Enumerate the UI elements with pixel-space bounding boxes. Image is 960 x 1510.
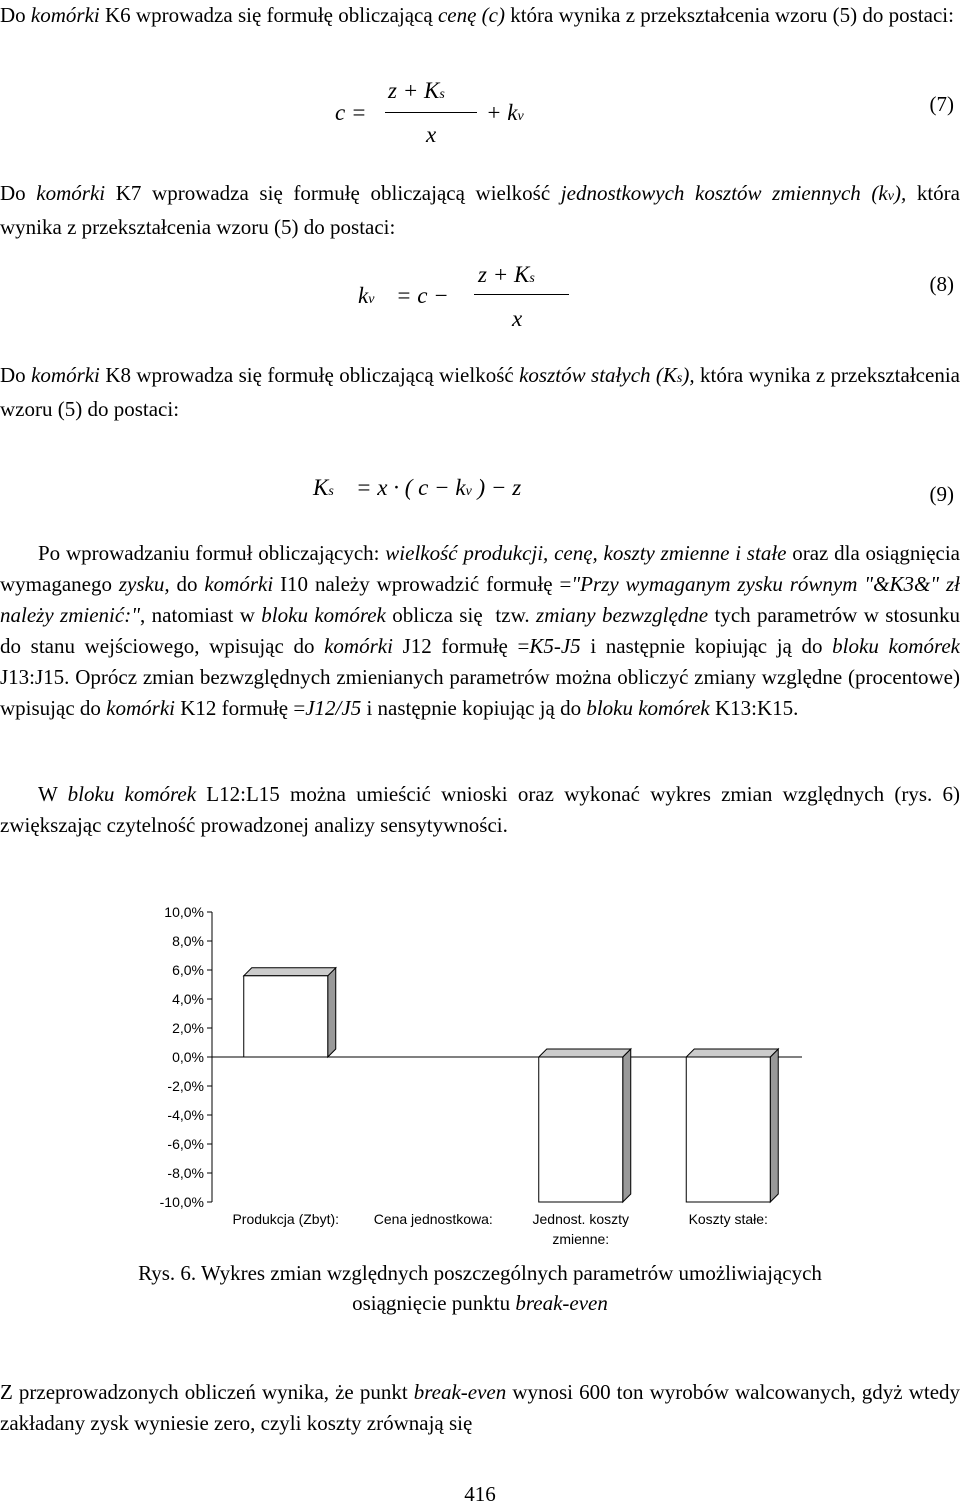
y-tick-label: 2,0% <box>172 1020 204 1036</box>
category-label: zmienne: <box>552 1231 610 1247</box>
p3-text: Do komórki K8 wprowadza się formułę obliczającą wielkość kosztów stałych (Ks), która wynika z przekształcenia wzoru (5) do postaci: <box>0 363 960 421</box>
paragraph-3 <box>0 360 960 425</box>
bar-top <box>244 968 336 976</box>
figure-caption <box>0 1258 960 1318</box>
p6-text: Z przeprowadzonych obliczeń wynika, że punkt break-even wynosi 600 ton wyrobów walcowanych, gdyż wtedy zakładany zysk wyniesie zero, czyli koszty zrównają się <box>0 1380 960 1435</box>
bar <box>244 976 328 1057</box>
y-tick-label: -6,0% <box>167 1136 204 1152</box>
eq9-rhs: = x · ( c − kv ) − z <box>356 475 522 500</box>
p2-text: Do komórki K7 wprowadza się formułę obliczającą wielkość jednostkowych kosztów zmiennych (kv), która wynika z przekształcenia wzoru (5) do postaci: <box>0 181 960 239</box>
paragraph-4 <box>0 538 960 724</box>
bar-side <box>623 1049 631 1202</box>
eq8-number: (8) <box>929 272 954 296</box>
eq7-tail: + kv <box>486 100 524 125</box>
eq8-fraction-line <box>474 294 569 295</box>
eq7-numerator: z + Ks <box>388 78 445 103</box>
paragraph-1 <box>0 0 960 31</box>
relative-changes-chart <box>0 890 960 1250</box>
bar-top <box>686 1049 778 1057</box>
bar <box>539 1057 623 1202</box>
eq8-denominator: x <box>512 306 523 331</box>
bar <box>686 1057 770 1202</box>
bar-side <box>770 1049 778 1202</box>
y-tick-label: 10,0% <box>164 904 204 920</box>
bar-top <box>539 1049 631 1057</box>
category-label: Jednost. koszty <box>532 1211 629 1227</box>
p5-text: W bloku komórek L12:L15 można umieścić wnioski oraz wykonać wykres zmian względnych (rys. 6) zwiększając czytelność prowadzonej analizy sensytywności. <box>0 782 960 837</box>
paragraph-2 <box>0 178 960 243</box>
eq7-denominator: x <box>426 122 437 147</box>
eq8-mid: = c − <box>396 283 449 308</box>
page-number: 416 <box>464 1482 496 1506</box>
p4-text: Po wprowadzaniu formuł obliczających: wielkość produkcji, cenę, koszty zmienne i stałe oraz dla osiągnięcia wymaganego zysku, do komórki I10 należy wprowadzić formułę ="Przy wymaganym zysku równym "&K3&" zł należy zmienić:", natomiast w bloku komórek oblicza się tzw. zmiany bezwzględne tych parametrów w stosunku do stanu wejściowego, wpisując do komórki J12 formułę =K5-J5 i następnie kopiując ją do bloku komórek J13:J15. Oprócz zmian bezwzględnych zmienianych parametrów można obliczyć zmiany względne (procentowe) wpisując do komórki K12 formułę =J12/J5 i następnie kopiując ją do bloku komórek K13:K15. <box>0 541 960 720</box>
y-tick-label: -2,0% <box>167 1078 204 1094</box>
category-label: Koszty stałe: <box>688 1211 768 1227</box>
eq9-lhs: Ks <box>313 475 334 500</box>
caption-line-2: osiągnięcie punktu break-even <box>352 1291 608 1315</box>
category-label: Cena jednostkowa: <box>373 1211 493 1227</box>
y-tick-label: -8,0% <box>167 1165 204 1181</box>
bar-side <box>328 968 336 1057</box>
caption-line-1: Rys. 6. Wykres zmian względnych poszczególnych parametrów umożliwiających <box>138 1261 822 1285</box>
paragraph-6 <box>0 1377 960 1439</box>
y-tick-label: -4,0% <box>167 1107 204 1123</box>
eq7-number: (7) <box>929 92 954 116</box>
y-tick-label: 0,0% <box>172 1049 204 1065</box>
y-tick-label: 6,0% <box>172 962 204 978</box>
eq9-number: (9) <box>929 482 954 506</box>
y-tick-label: -10,0% <box>159 1194 204 1210</box>
paragraph-5 <box>0 779 960 841</box>
y-tick-label: 4,0% <box>172 991 204 1007</box>
eq7-lhs: c = <box>335 100 367 125</box>
y-tick-label: 8,0% <box>172 933 204 949</box>
eq8-numerator: z + Ks <box>478 262 535 287</box>
eq8-lhs: kv <box>358 283 375 308</box>
p1-text: Do komórki K6 wprowadza się formułę obliczającą cenę (c) która wynika z przekształcenia wzoru (5) do postaci: <box>0 3 954 27</box>
eq7-fraction-line <box>385 112 477 113</box>
category-label: Produkcja (Zbyt): <box>232 1211 340 1227</box>
